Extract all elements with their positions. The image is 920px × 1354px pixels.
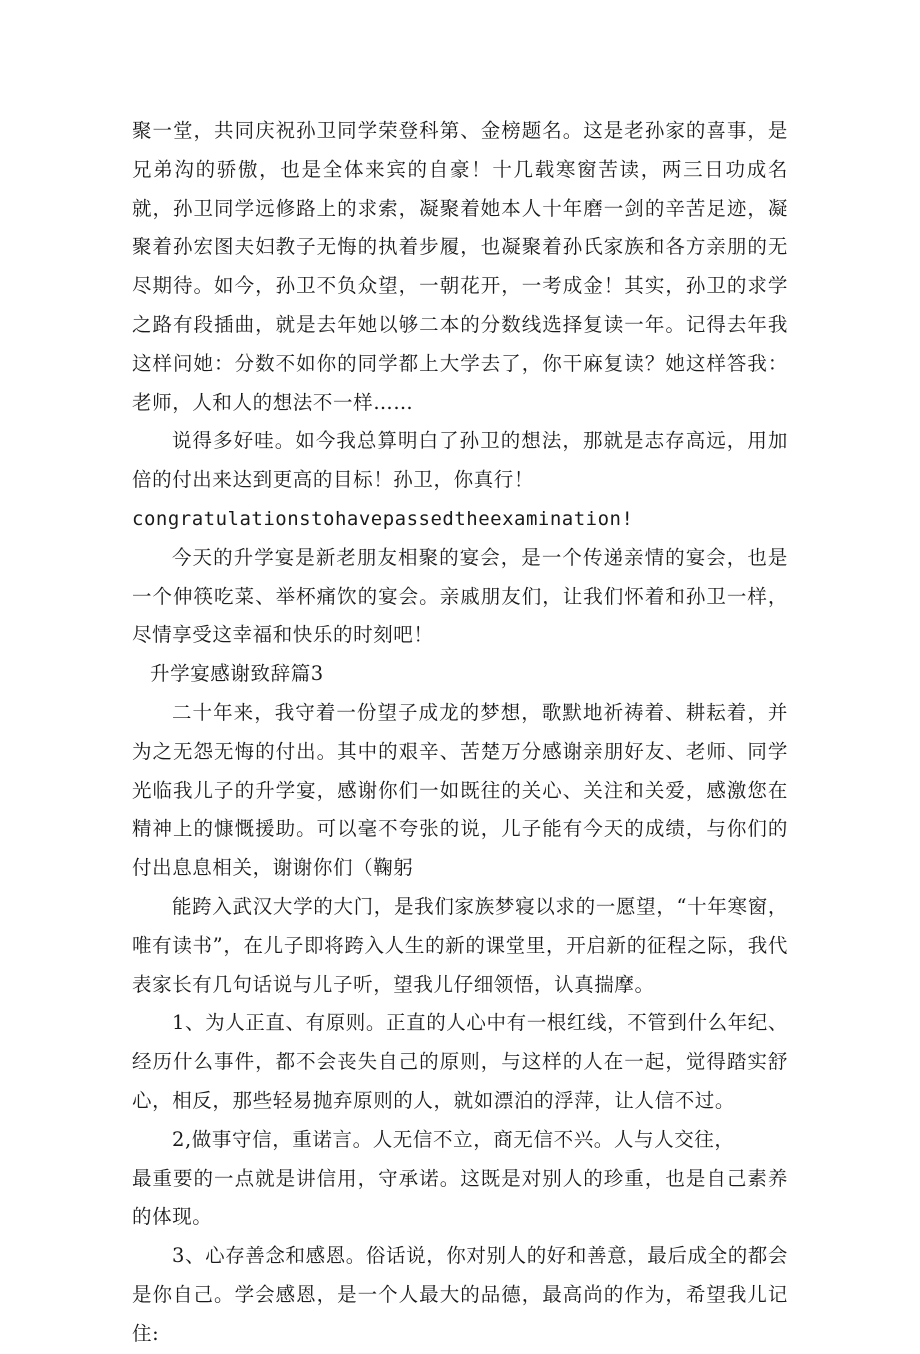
section-heading: 升学宴感谢致辞篇3	[150, 662, 324, 686]
paragraph-twenty-years: 二十年来，我守着一份望子成龙的梦想，歌默地祈祷着、耕耘着，并为之无怨无悔的付出。其中的艰辛、苦楚万分感谢亲朋好友、老师、同学光临我儿子的升学宴，感谢你们一如既往的关心、关注和关爱，感激您在精神上的慷慨援助。可以毫不夸张的说，儿子能有今天的成绩，与你们的付出息息相关，谢谢你们（鞠躬	[132, 700, 788, 880]
paragraph-wuhan-university: 能跨入武汉大学的大门，是我们家族梦寝以求的一愿望，“十年寒窗，唯有读书”，在儿子即将跨入人生的新的课堂里，开启新的征程之际，我代表家长有几句话说与儿子听，望我儿仔细领悟，认真揣摩。	[132, 894, 788, 996]
paragraph-point-2-first-line: 2,做事守信，重诺言。人无信不立，商无信不兴。人与人交往，	[172, 1127, 735, 1151]
paragraph-point-2-continuation: 最重要的一点就是讲信用，守承诺。这既是对别人的珍重，也是自己素养的体现。	[132, 1166, 788, 1229]
paragraph-point-3: 3、心存善念和感恩。俗话说，你对别人的好和善意，最后成全的都会是你自己。学会感恩，是一个人最大的品德，最高尚的作为，希望我儿记住:	[132, 1244, 789, 1345]
paragraph-banquet: 今天的升学宴是新老朋友相聚的宴会，是一个传递亲情的宴会，也是一个伸筷吃菜、举杯痛饮的宴会。亲戚朋友们，让我们怀着和孙卫一样，尽情享受这幸福和快乐的时刻吧！	[132, 545, 788, 647]
paragraph-point-1: 1、为人正直、有原则。正直的人心中有一根红线，不管到什么年纪、经历什么事件，都不会丧失自己的原则，与这样的人在一起，觉得踏实舒心，相反，那些轻易抛弃原则的人，就如漂泊的浮萍，让人信不过。	[132, 1011, 789, 1112]
paragraph-congratulations: congratulationstohavepassedtheexamination!	[132, 507, 634, 530]
document-body	[132, 112, 788, 1354]
paragraph-celebration: 聚一堂，共同庆祝孙卫同学荣登科第、金榜题名。这是老孙家的喜事，是兄弟沟的骄傲，也是全体来宾的自豪！十几载寒窗苦读，两三日功成名就，孙卫同学远修路上的求索，凝聚着她本人十年磨一剑的辛苦足迹，凝聚着孙宏图夫妇教子无悔的执着步履，也凝聚着孙氏家族和各方亲朋的无尽期待。如今，孙卫不负众望，一朝花开，一考成金！其实，孙卫的求学之路有段插曲，就是去年她以够二本的分数线选择复读一年。记得去年我这样问她：分数不如你的同学都上大学去了，你干麻复读？她这样答我：老师，人和人的想法不一样……	[132, 119, 788, 414]
paragraph-well-said: 说得多好哇。如今我总算明白了孙卫的想法，那就是志存高远，用加倍的付出来达到更高的目标！孙卫，你真行！	[132, 429, 788, 492]
